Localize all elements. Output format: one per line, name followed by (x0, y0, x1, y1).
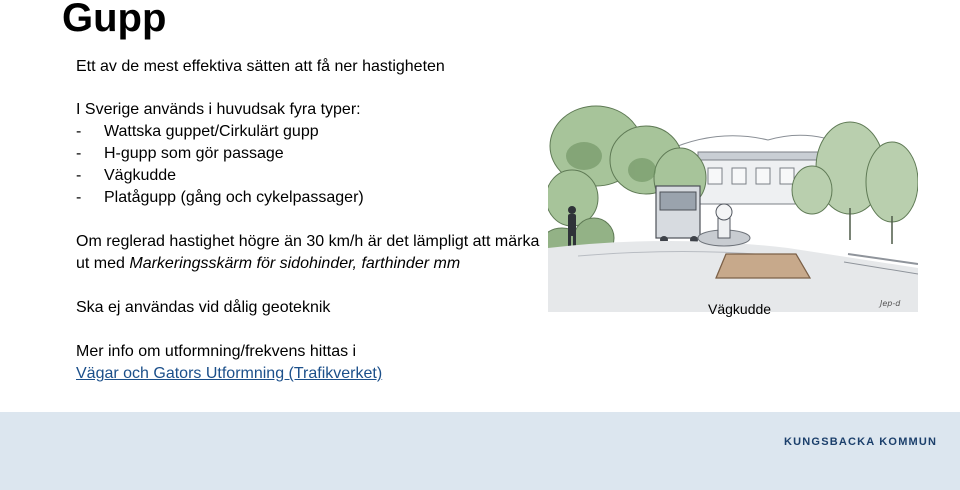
marking-paragraph (76, 231, 556, 275)
list-dash: - (76, 145, 82, 162)
list-item-label: Vägkudde (104, 167, 177, 184)
intro-text: Ett av de mest effektiva sätten att få ner hastigheten (76, 58, 445, 75)
list-item (76, 121, 556, 143)
list-item-label: Wattska guppet/Cirkulärt gupp (104, 123, 319, 140)
list-item (76, 143, 556, 165)
slide-body (76, 56, 556, 385)
list-dash: - (76, 123, 82, 140)
illustration-signature: Jep-d (880, 299, 901, 308)
marking-text: Om reglerad hastighet högre än 30 km/h är det lämpligt att märka ut med (76, 233, 540, 272)
list-dash: - (76, 189, 82, 206)
slide-title: Gupp (62, 0, 167, 40)
illustration-caption: Vägkudde (708, 301, 772, 317)
trafikverket-link[interactable]: Vägar och Gators Utformning (Trafikverket) (76, 365, 383, 382)
footer-band (0, 412, 960, 490)
geotech-text: Ska ej användas vid dålig geoteknik (76, 299, 331, 316)
list-item (76, 165, 556, 187)
more-info-text: Mer info om utformning/frekvens hittas i (76, 343, 357, 360)
brand-logo-text: KUNGSBACKA KOMMUN (784, 436, 938, 448)
list-item-label: Platågupp (gång och cykelpassager) (104, 189, 364, 206)
types-list (76, 121, 556, 209)
types-heading: I Sverige används i huvudsak fyra typer: (76, 101, 361, 118)
vagkudde-illustration (548, 98, 918, 312)
marking-italic: Markeringsskärm för sidohinder, farthinder mm (129, 255, 461, 272)
list-item-label: H-gupp som gör passage (104, 145, 284, 162)
list-dash: - (76, 167, 82, 184)
list-item (76, 187, 556, 209)
